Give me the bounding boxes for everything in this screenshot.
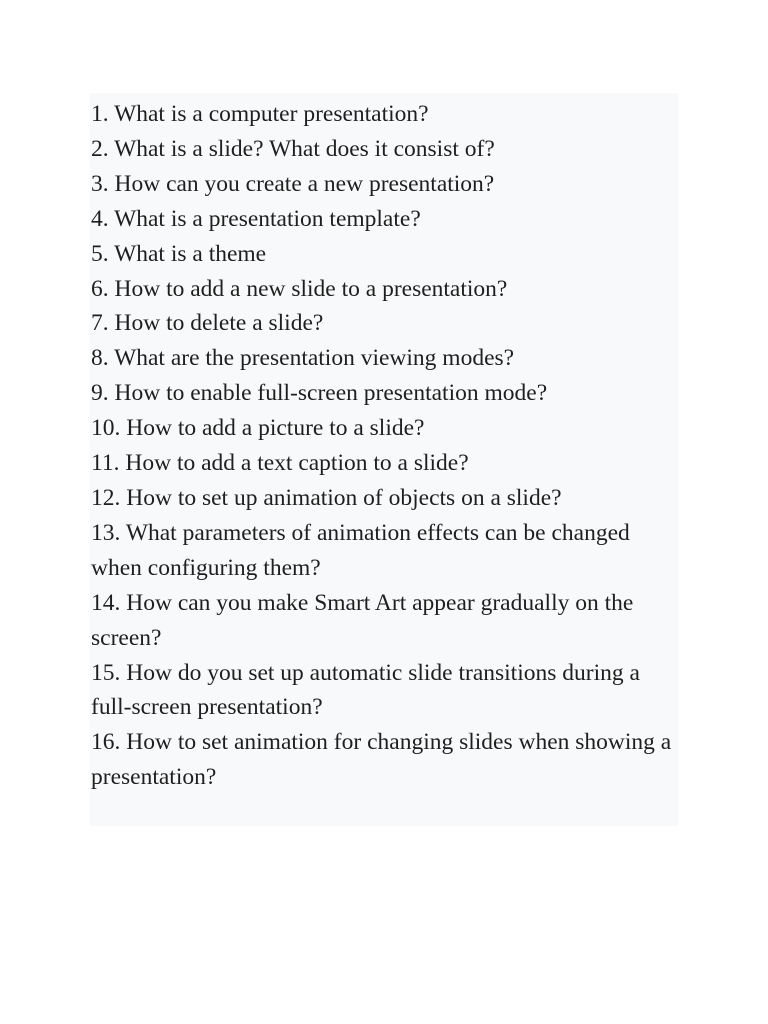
question-item: 12. How to set up animation of objects on a slide?: [91, 484, 562, 511]
question-item: 1. What is a computer presentation?: [91, 101, 429, 127]
question-item: 4. What is a presentation template?: [91, 205, 421, 232]
question-item: 7. How to delete a slide?: [91, 310, 324, 337]
question-item: 3. How can you create a new presentation?: [91, 170, 495, 197]
question-item: 14. How can you make Smart Art appear gradually on the screen?: [91, 589, 634, 651]
question-item: 13. What parameters of animation effects can be changed when configuring them?: [91, 519, 630, 581]
question-item: 5. What is a theme: [91, 240, 267, 267]
question-item: 8. What are the presentation viewing modes?: [91, 345, 515, 372]
question-item: 11. How to add a text caption to a slide?: [91, 450, 469, 477]
question-item: 6. How to add a new slide to a presentation?: [91, 275, 508, 302]
question-item: 10. How to add a picture to a slide?: [91, 415, 425, 442]
question-item: 15. How do you set up automatic slide transitions during a full-screen presentation?: [91, 659, 640, 721]
question-item: 9. How to enable full-screen presentation mode?: [91, 380, 548, 407]
question-item: 16. How to set animation for changing slides when showing a presentation?: [91, 729, 672, 791]
question-item: 2. What is a slide? What does it consist of?: [91, 135, 495, 162]
question-list: [91, 97, 678, 795]
question-panel: [90, 93, 678, 826]
